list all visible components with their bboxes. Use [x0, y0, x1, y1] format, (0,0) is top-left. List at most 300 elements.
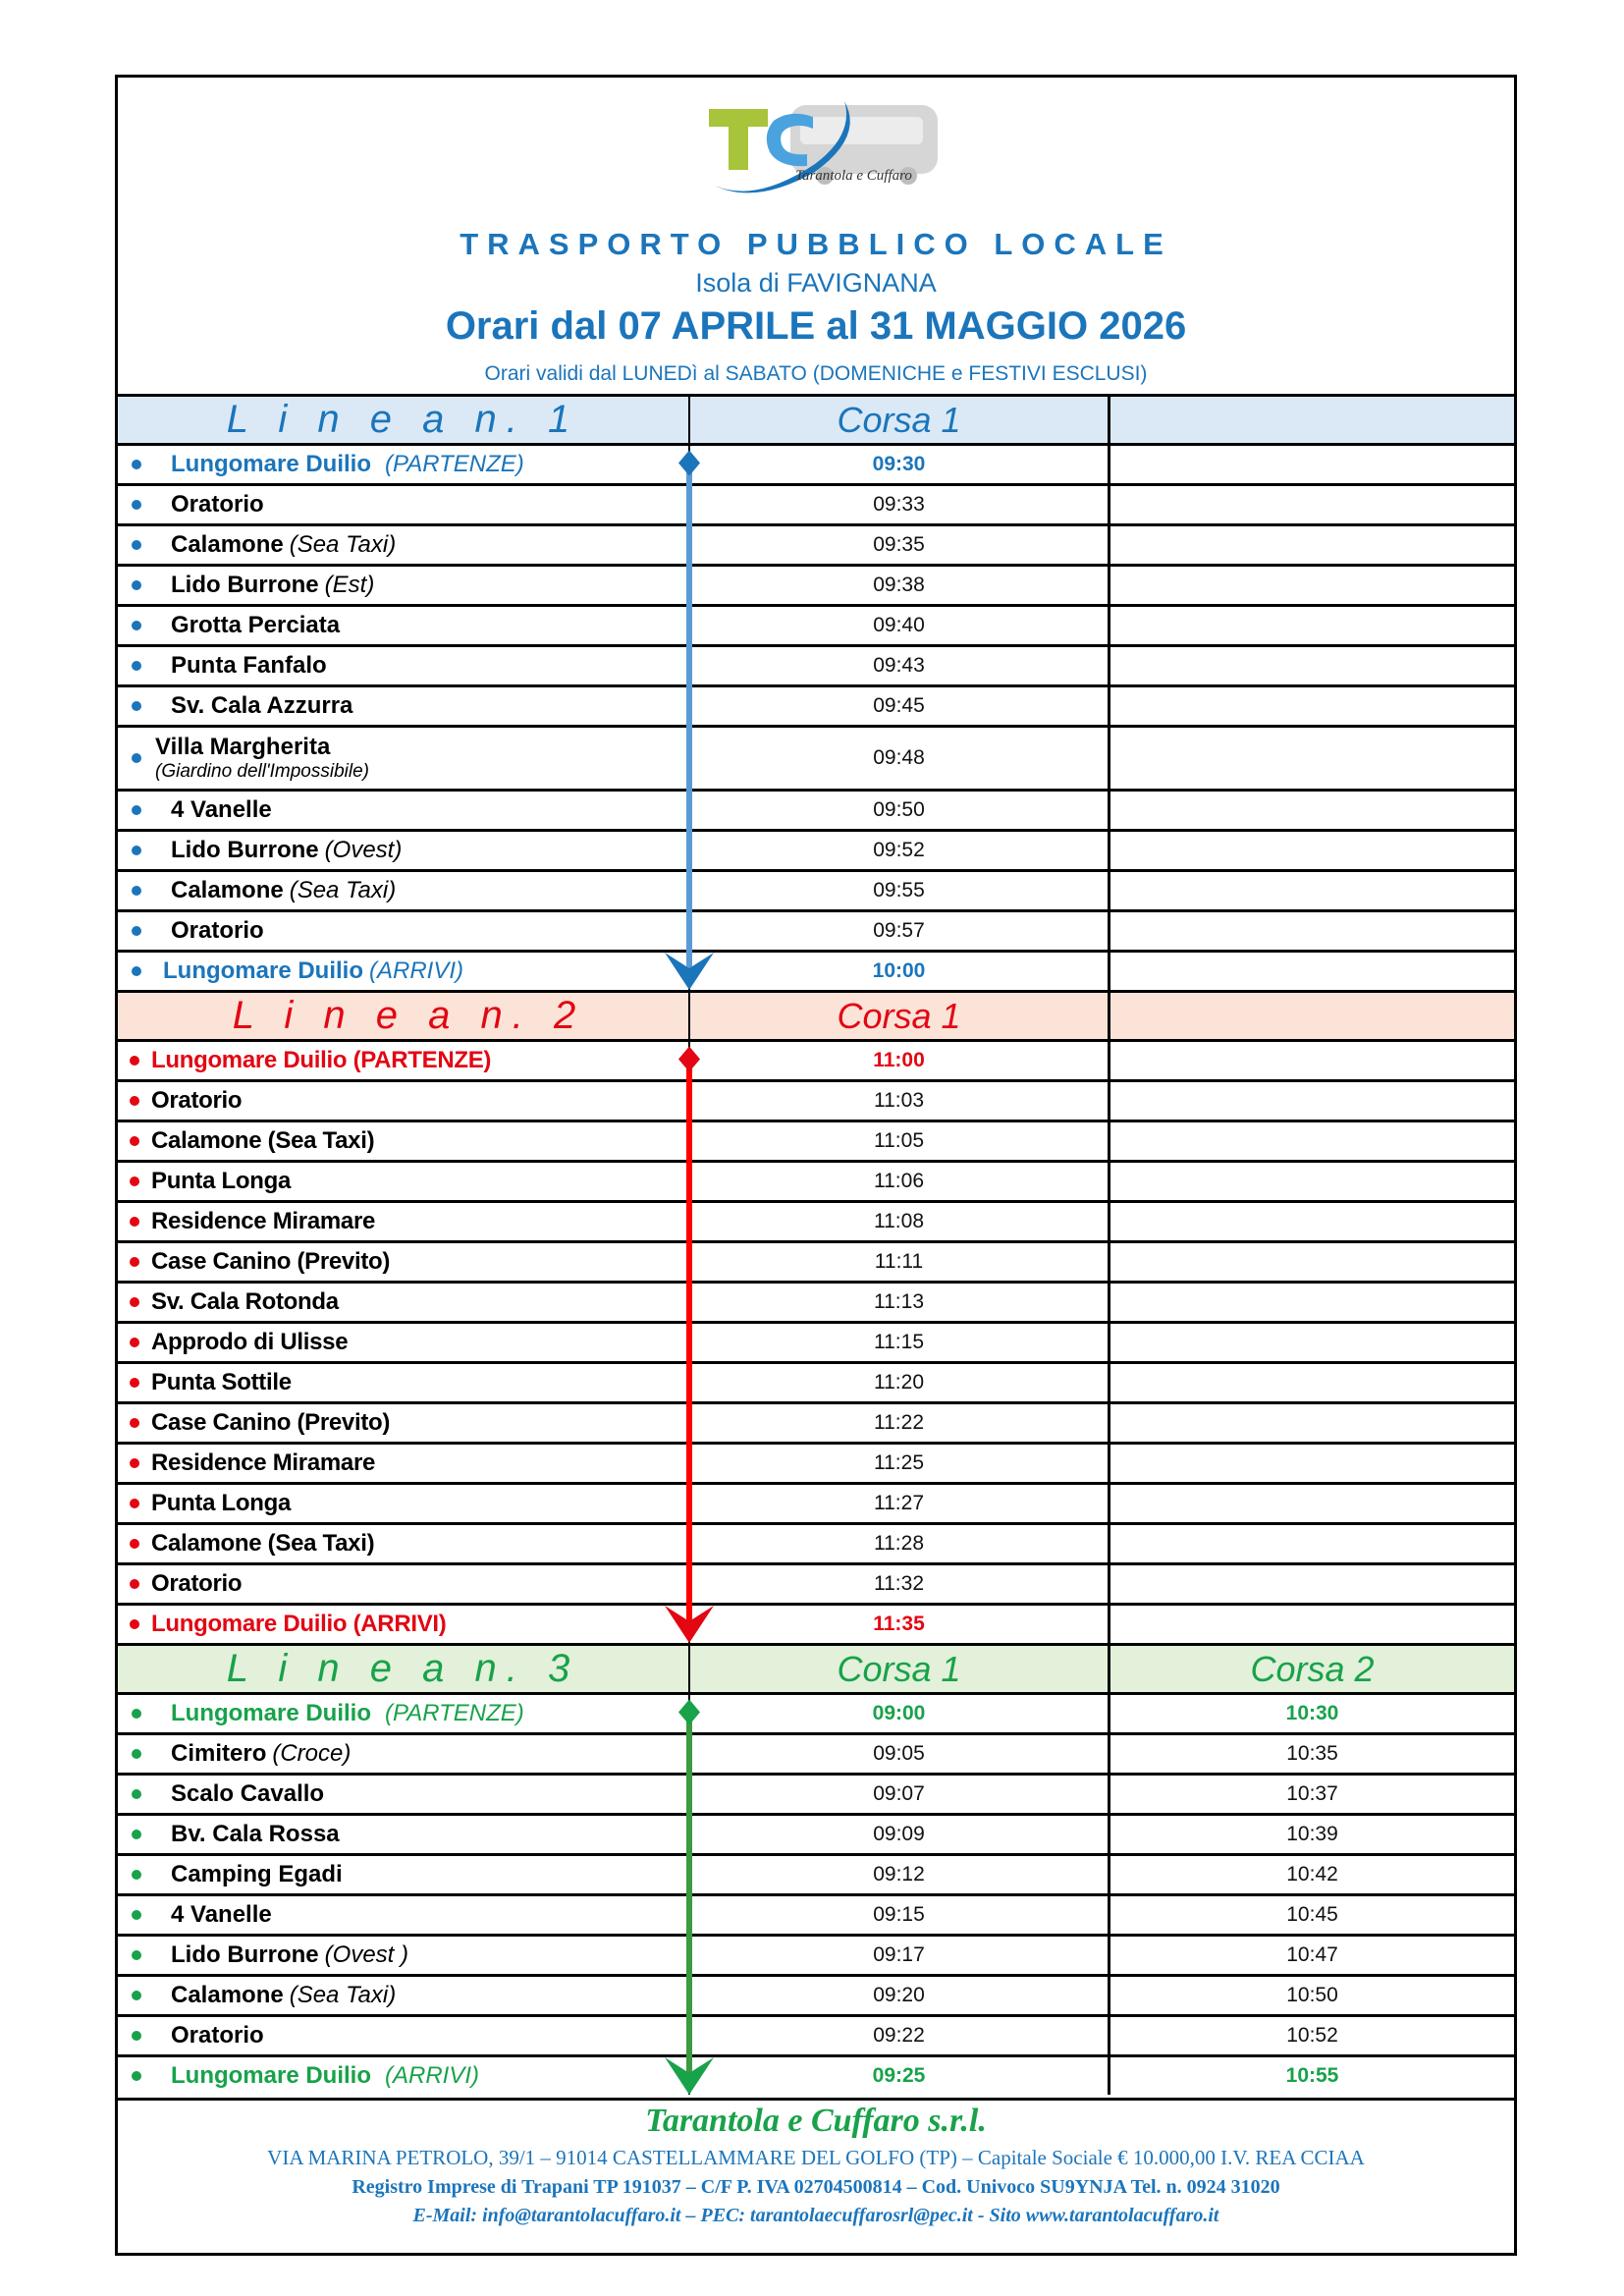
- departure-time: 10:35: [1108, 1735, 1514, 1773]
- stop-note: (Sea Taxi): [289, 1982, 397, 2008]
- departure-time: 09:38: [688, 567, 1108, 604]
- departure-time: 09:20: [688, 1977, 1108, 2014]
- departure-time: [1108, 1082, 1514, 1120]
- stop-name: Oratorio: [171, 2022, 264, 2049]
- stop-label: [151, 1047, 491, 1074]
- bullet-icon: [132, 926, 141, 936]
- stop-name: Punta Fanfalo: [171, 652, 327, 679]
- bullet-icon: [132, 580, 141, 590]
- departure-time: 09:25: [688, 2057, 1108, 2095]
- bullet-icon: [130, 1297, 139, 1307]
- line-title: L i n e a n. 3: [226, 1647, 580, 1690]
- stop-row: [118, 443, 1514, 483]
- page-title: TRASPORTO PUBBLICO LOCALE: [460, 227, 1172, 261]
- stop-cell: [118, 1735, 688, 1773]
- stop-label: [151, 1329, 348, 1356]
- stop-row: [118, 483, 1514, 523]
- bullet-icon: [130, 1257, 139, 1267]
- bullet-icon: [132, 540, 141, 550]
- stop-row: [118, 1813, 1514, 1853]
- stop-cell: [118, 1122, 688, 1160]
- departure-time: [1108, 1445, 1514, 1482]
- stop-note: (ARRIVI): [369, 957, 463, 984]
- departure-time: 11:28: [688, 1525, 1108, 1562]
- departure-time: 11:00: [688, 1042, 1108, 1079]
- bullet-icon: [130, 1217, 139, 1227]
- stop-name: Lungomare Duilio: [171, 451, 371, 477]
- bullet-icon: [132, 886, 141, 896]
- footer-registry: Registro Imprese di Trapani TP 191037 – C/F P. IVA 02704500814 – Cod. Univoco SU9YNJA Tel. n. 0924 31020: [352, 2176, 1280, 2198]
- stop-row: [118, 1482, 1514, 1522]
- departure-time: [1108, 792, 1514, 829]
- stop-note: (Est): [324, 572, 375, 598]
- departure-time: 09:48: [688, 728, 1108, 789]
- stop-label: [171, 2022, 264, 2050]
- departure-time: [1108, 687, 1514, 725]
- stop-name: Residence Miramare: [151, 1449, 376, 1476]
- stop-cell: [118, 526, 688, 564]
- bullet-icon: [132, 1709, 141, 1719]
- departure-time: 09:43: [688, 647, 1108, 684]
- bullet-icon: [132, 1789, 141, 1799]
- stop-name: Case Canino (Previto): [151, 1409, 391, 1436]
- stop-label: [171, 1941, 408, 1969]
- bullet-icon: [132, 966, 141, 976]
- stop-name: Lungomare Duilio: [163, 957, 363, 984]
- departure-time: 10:47: [1108, 1937, 1514, 1974]
- stop-cell: [118, 1695, 688, 1732]
- departure-time: 09:57: [688, 912, 1108, 950]
- stop-row: [118, 1160, 1514, 1200]
- departure-time: [1108, 1042, 1514, 1079]
- stop-label: [171, 531, 396, 559]
- stop-label: [171, 451, 524, 478]
- run-header: Corsa 1: [688, 397, 1108, 443]
- stop-row: [118, 1079, 1514, 1120]
- stop-name: Case Canino (Previto): [151, 1248, 391, 1275]
- stop-cell: [118, 1816, 688, 1853]
- departure-time: 10:50: [1108, 1977, 1514, 2014]
- stop-row: [118, 1934, 1514, 1974]
- stop-row: [118, 725, 1514, 789]
- stop-note: (Ovest): [324, 837, 403, 863]
- stop-name: Calamone (Sea Taxi): [151, 1127, 375, 1154]
- stop-cell: [118, 687, 688, 725]
- departure-time: [1108, 1364, 1514, 1401]
- departure-time: 11:06: [688, 1163, 1108, 1200]
- stop-label: [171, 1780, 324, 1808]
- run-header: [1108, 397, 1514, 443]
- stop-name: Grotta Perciata: [171, 612, 341, 638]
- departure-time: 11:35: [688, 1606, 1108, 1643]
- stop-name: Punta Sottile: [151, 1369, 292, 1395]
- stop-label: [171, 491, 264, 519]
- stop-cell: [118, 1896, 688, 1934]
- departure-time: 10:52: [1108, 2017, 1514, 2054]
- departure-time: [1108, 728, 1514, 789]
- stop-label: [171, 796, 272, 824]
- departure-time: 11:13: [688, 1284, 1108, 1321]
- stop-cell: [118, 912, 688, 950]
- bullet-icon: [130, 1458, 139, 1468]
- bullet-icon: [130, 1338, 139, 1347]
- stop-label: [171, 877, 396, 904]
- stop-name: 4 Vanelle: [171, 796, 272, 823]
- stop-row: [118, 1853, 1514, 1893]
- departure-time: [1108, 1284, 1514, 1321]
- stop-name: Oratorio: [151, 1570, 243, 1597]
- stop-row: [118, 1974, 1514, 2014]
- departure-time: [1108, 567, 1514, 604]
- departure-time: 09:15: [688, 1896, 1108, 1934]
- stop-cell: [118, 607, 688, 644]
- bullet-icon: [130, 1176, 139, 1186]
- departure-time: [1108, 1243, 1514, 1281]
- departure-time: [1108, 486, 1514, 523]
- stop-label: [151, 1369, 292, 1396]
- stop-name: Scalo Cavallo: [171, 1780, 325, 1807]
- stop-name: Bv. Cala Rossa: [171, 1821, 340, 1847]
- stop-label: [171, 612, 340, 639]
- stop-cell: [118, 1404, 688, 1442]
- stop-name: Oratorio: [171, 491, 264, 518]
- stop-label: [151, 1208, 375, 1235]
- stop-row: [118, 1562, 1514, 1603]
- island-name: Isola di FAVIGNANA: [695, 268, 937, 298]
- stop-name: Villa Margherita: [155, 734, 331, 760]
- stop-label: [171, 917, 264, 945]
- stop-cell: [118, 1445, 688, 1482]
- departure-time: 10:42: [1108, 1856, 1514, 1893]
- departure-time: 11:11: [688, 1243, 1108, 1281]
- stop-label: [171, 1740, 351, 1768]
- stop-name: Punta Longa: [151, 1490, 292, 1516]
- stop-label: [171, 2062, 479, 2090]
- stop-row: [118, 1773, 1514, 1813]
- departure-time: 09:05: [688, 1735, 1108, 1773]
- stop-label: [151, 1248, 390, 1276]
- stop-row: [118, 1442, 1514, 1482]
- stop-cell: [118, 1042, 688, 1079]
- stop-row: [118, 1361, 1514, 1401]
- stop-cell: [118, 446, 688, 483]
- bullet-icon: [130, 1136, 139, 1146]
- stop-label: [163, 957, 463, 985]
- stop-cell: [118, 1485, 688, 1522]
- bullet-icon: [130, 1056, 139, 1066]
- departure-time: 09:09: [688, 1816, 1108, 1853]
- stop-name: Oratorio: [171, 917, 264, 944]
- stop-name: Camping Egadi: [171, 1861, 343, 1887]
- bullet-icon: [132, 1749, 141, 1759]
- bullet-icon: [132, 621, 141, 630]
- departure-time: [1108, 1565, 1514, 1603]
- departure-time: [1108, 1404, 1514, 1442]
- logo-tagline: Tarantola e Cuffaro: [795, 168, 912, 184]
- stop-cell: [118, 486, 688, 523]
- stop-row: [118, 1732, 1514, 1773]
- stop-cell: [118, 1977, 688, 2014]
- departure-time: [1108, 912, 1514, 950]
- stop-note: (PARTENZE): [385, 1700, 524, 1726]
- stop-label: [171, 1901, 272, 1929]
- stop-cell: [118, 1565, 688, 1603]
- stop-row: [118, 1603, 1514, 1643]
- departure-time: 09:00: [688, 1695, 1108, 1732]
- bus-logo-icon: [697, 87, 952, 203]
- stop-row: [118, 1120, 1514, 1160]
- bullet-icon: [130, 1619, 139, 1629]
- stop-note: (Sea Taxi): [289, 531, 397, 558]
- stop-row: [118, 564, 1514, 604]
- bullet-icon: [132, 805, 141, 815]
- run-header: [1108, 993, 1514, 1039]
- departure-time: 09:12: [688, 1856, 1108, 1893]
- stop-row: [118, 1692, 1514, 1732]
- stop-cell: [118, 2017, 688, 2054]
- stop-row: [118, 1281, 1514, 1321]
- departure-time: [1108, 1485, 1514, 1522]
- stop-label: [171, 572, 374, 599]
- stop-row: [118, 523, 1514, 564]
- bullet-icon: [130, 1378, 139, 1388]
- stop-cell: [118, 792, 688, 829]
- stop-label: [171, 652, 327, 680]
- line-title: L i n e a n. 1: [226, 398, 580, 441]
- departure-time: 09:17: [688, 1937, 1108, 1974]
- departure-time: 09:45: [688, 687, 1108, 725]
- stop-label: [151, 1168, 291, 1195]
- stop-cell: [118, 647, 688, 684]
- departure-time: [1108, 526, 1514, 564]
- stop-cell: [118, 1606, 688, 1643]
- line-section-2: [118, 990, 1514, 1643]
- stop-row: [118, 684, 1514, 725]
- timetable: [118, 394, 1514, 2095]
- departure-time: 09:33: [688, 486, 1108, 523]
- bullet-icon: [132, 500, 141, 510]
- stop-label: [151, 1127, 374, 1155]
- departure-time: [1108, 607, 1514, 644]
- stop-name: Sv. Cala Rotonda: [151, 1288, 339, 1315]
- stop-note: (ARRIVI): [385, 2062, 479, 2089]
- stop-cell: [118, 1776, 688, 1813]
- stop-label: [151, 1490, 291, 1517]
- stop-cell: [118, 832, 688, 869]
- stop-row: [118, 1321, 1514, 1361]
- bullet-icon: [132, 1910, 141, 1920]
- stop-row: [118, 1522, 1514, 1562]
- stop-label: [171, 1861, 343, 1888]
- stop-row: [118, 950, 1514, 990]
- stop-cell: [118, 1364, 688, 1401]
- bullet-icon: [132, 1830, 141, 1839]
- bullet-icon: [132, 701, 141, 711]
- departure-time: [1108, 1203, 1514, 1240]
- departure-time: 09:52: [688, 832, 1108, 869]
- bullet-icon: [132, 2071, 141, 2081]
- departure-time: 10:39: [1108, 1816, 1514, 1853]
- stop-label: [171, 692, 352, 720]
- bullet-icon: [132, 753, 141, 763]
- stop-row: [118, 1200, 1514, 1240]
- stop-cell: [118, 1856, 688, 1893]
- stop-name: Sv. Cala Azzurra: [171, 692, 353, 719]
- stop-cell: [118, 1243, 688, 1281]
- departure-time: 09:35: [688, 526, 1108, 564]
- stop-note: (Croce): [272, 1740, 352, 1767]
- stop-cell: [118, 728, 688, 789]
- line-title: L i n e a n. 2: [232, 994, 586, 1037]
- stop-name: Calamone: [171, 531, 284, 558]
- footer-contacts: E-Mail: info@tarantolacuffaro.it – PEC: tarantolaecuffarosrl@pec.it - Sito www.tarantolacuffaro.it: [412, 2205, 1219, 2226]
- timetable-page: [115, 75, 1517, 2256]
- bullet-icon: [130, 1499, 139, 1508]
- line-header-row: [118, 1643, 1514, 1692]
- departure-time: 10:37: [1108, 1776, 1514, 1813]
- line-header-row: [118, 394, 1514, 443]
- stop-row: [118, 1401, 1514, 1442]
- stop-label: [171, 1700, 524, 1727]
- stop-row: [118, 604, 1514, 644]
- departure-time: [1108, 446, 1514, 483]
- bullet-icon: [132, 460, 141, 469]
- stop-label: [151, 1611, 447, 1638]
- departure-time: 09:30: [688, 446, 1108, 483]
- stop-cell: [118, 1284, 688, 1321]
- departure-time: [1108, 832, 1514, 869]
- footer-company: Tarantola e Cuffaro s.r.l.: [645, 2103, 987, 2139]
- run-header: Corsa 1: [688, 993, 1108, 1039]
- departure-time: 11:05: [688, 1122, 1108, 1160]
- stop-name: Calamone (Sea Taxi): [151, 1530, 375, 1557]
- bullet-icon: [132, 846, 141, 855]
- stop-label: [151, 1570, 242, 1598]
- departure-time: 09:55: [688, 872, 1108, 909]
- departure-time: 10:45: [1108, 1896, 1514, 1934]
- stop-name: Calamone: [171, 877, 284, 903]
- bullet-icon: [132, 661, 141, 671]
- stop-name: Punta Longa: [151, 1168, 292, 1194]
- departure-time: [1108, 953, 1514, 990]
- stop-name: Oratorio: [151, 1087, 243, 1114]
- run-header: Corsa 1: [688, 1646, 1108, 1692]
- stop-row: [118, 644, 1514, 684]
- stop-label: [171, 837, 402, 864]
- bullet-icon: [130, 1579, 139, 1589]
- stop-label: [171, 1982, 396, 2009]
- stop-cell: [118, 1525, 688, 1562]
- company-logo: [697, 87, 952, 203]
- stop-label: [151, 1409, 390, 1437]
- stop-row: [118, 1240, 1514, 1281]
- stop-cell: [118, 953, 688, 990]
- stop-cell: [118, 1937, 688, 1974]
- departure-time: 10:00: [688, 953, 1108, 990]
- stop-note: (PARTENZE): [385, 451, 524, 477]
- bullet-icon: [130, 1539, 139, 1549]
- departure-time: 10:55: [1108, 2057, 1514, 2095]
- bullet-icon: [130, 1096, 139, 1106]
- stop-name: Lido Burrone: [171, 837, 319, 863]
- stop-row: [118, 2054, 1514, 2095]
- stop-row: [118, 1039, 1514, 1079]
- stop-cell: [118, 1324, 688, 1361]
- stop-cell: [118, 1163, 688, 1200]
- departure-time: [1108, 1606, 1514, 1643]
- stop-name: Lungomare Duilio (PARTENZE): [151, 1047, 492, 1073]
- stop-note: (Ovest ): [324, 1941, 408, 1968]
- stop-cell: [118, 872, 688, 909]
- stop-cell: [118, 567, 688, 604]
- departure-time: [1108, 1163, 1514, 1200]
- stop-label: [151, 1530, 374, 1558]
- stop-label: [155, 734, 369, 783]
- stop-name: 4 Vanelle: [171, 1901, 272, 1928]
- stop-row: [118, 1893, 1514, 1934]
- bullet-icon: [132, 1950, 141, 1960]
- departure-time: 10:30: [1108, 1695, 1514, 1732]
- departure-time: 11:20: [688, 1364, 1108, 1401]
- stop-label: [151, 1087, 242, 1115]
- run-header: Corsa 2: [1108, 1646, 1514, 1692]
- line-section-1: [118, 394, 1514, 990]
- bullet-icon: [132, 1991, 141, 2000]
- stop-label: [151, 1449, 375, 1477]
- stop-label: [151, 1288, 339, 1316]
- stop-note: (Sea Taxi): [289, 877, 397, 903]
- departure-time: 09:22: [688, 2017, 1108, 2054]
- bullet-icon: [130, 1418, 139, 1428]
- footer-address: VIA MARINA PETROLO, 39/1 – 91014 CASTELLAMMARE DEL GOLFO (TP) – Capitale Sociale € 10.000,00 I.V. REA CCIAA: [267, 2146, 1365, 2169]
- departure-time: 09:07: [688, 1776, 1108, 1813]
- line-header-row: [118, 990, 1514, 1039]
- stop-name: Lungomare Duilio: [171, 1700, 371, 1726]
- stop-row: [118, 2014, 1514, 2054]
- stop-name: Lido Burrone: [171, 1941, 319, 1968]
- stop-cell: [118, 1082, 688, 1120]
- stop-name: Lido Burrone: [171, 572, 319, 598]
- departure-time: 09:50: [688, 792, 1108, 829]
- stop-name: Approdo di Ulisse: [151, 1329, 349, 1355]
- stop-name: Lungomare Duilio (ARRIVI): [151, 1611, 447, 1637]
- stop-name: Lungomare Duilio: [171, 2062, 371, 2089]
- stop-row: [118, 909, 1514, 950]
- departure-time: 11:27: [688, 1485, 1108, 1522]
- departure-time: 11:08: [688, 1203, 1108, 1240]
- bullet-icon: [132, 2031, 141, 2041]
- footer: [118, 2098, 1514, 2256]
- departure-time: [1108, 647, 1514, 684]
- departure-time: [1108, 1122, 1514, 1160]
- departure-time: 11:25: [688, 1445, 1108, 1482]
- stop-name: Cimitero: [171, 1740, 267, 1767]
- departure-time: 11:15: [688, 1324, 1108, 1361]
- stop-cell: [118, 1203, 688, 1240]
- stop-row: [118, 829, 1514, 869]
- stop-name: Residence Miramare: [151, 1208, 376, 1234]
- validity-note: Orari validi dal LUNEDì al SABATO (DOMENICHE e FESTIVI ESCLUSI): [484, 362, 1148, 385]
- line-section-3: [118, 1643, 1514, 2095]
- stop-name: Calamone: [171, 1982, 284, 2008]
- stop-cell: [118, 2057, 688, 2095]
- departure-time: [1108, 872, 1514, 909]
- stop-label: [171, 1821, 340, 1848]
- departure-time: 11:22: [688, 1404, 1108, 1442]
- validity-dates: Orari dal 07 APRILE al 31 MAGGIO 2026: [445, 304, 1187, 348]
- departure-time: 09:40: [688, 607, 1108, 644]
- departure-time: 11:03: [688, 1082, 1108, 1120]
